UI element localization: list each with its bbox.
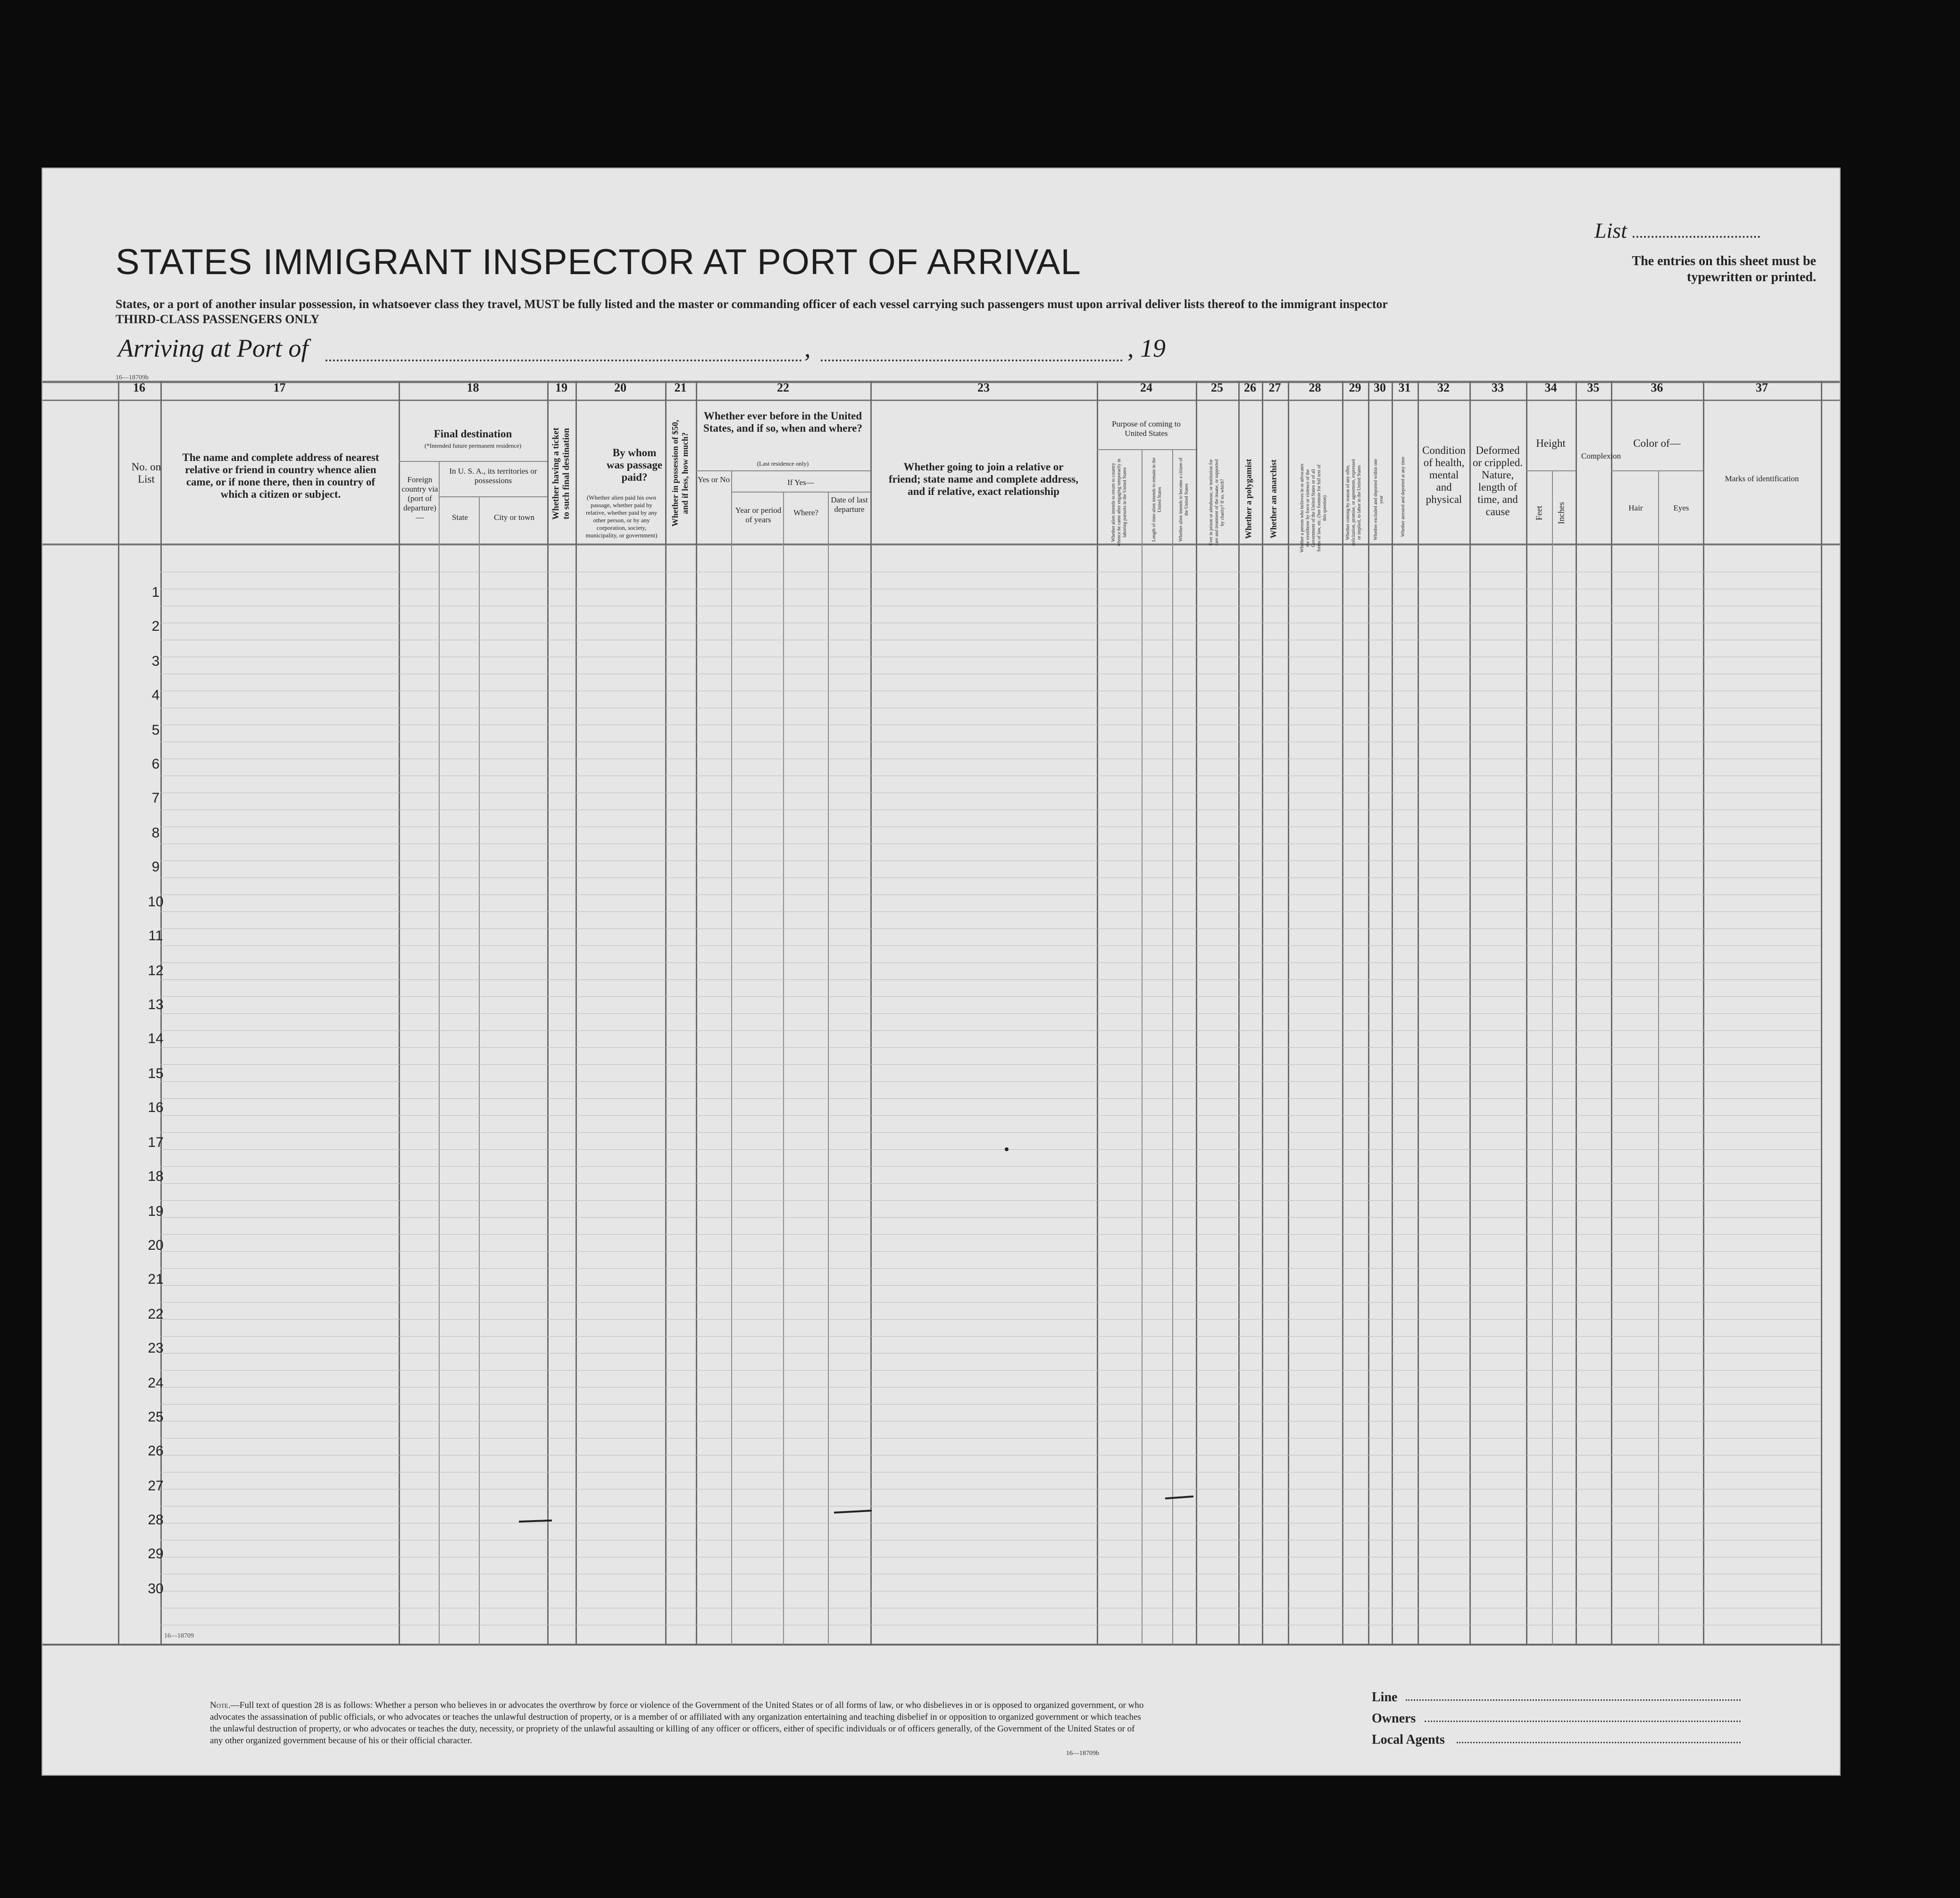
footnote-form-number: 16—18709b — [1066, 1750, 1099, 1757]
header-final-destination: Final destination — [434, 428, 512, 440]
header-condition-health: Condition of health, mental and physical — [1422, 444, 1466, 505]
header-arrested-deported: Whether arrested and deported at any time — [1401, 457, 1406, 537]
col-rule — [1611, 381, 1612, 1645]
row-rule — [160, 1319, 1821, 1320]
row-rule — [160, 1047, 1821, 1048]
port-field[interactable] — [325, 360, 802, 361]
local-agents-label: Local Agents — [1372, 1732, 1445, 1747]
row-number: 17 — [148, 1135, 164, 1150]
form-subtitle — [116, 297, 1554, 327]
col-rule — [1392, 381, 1393, 1645]
header-passage-paid-note: (Whether alien paid his own passage, whether paid by relative, whether paid by any other person, or by any corporation, society, municipality, or government) — [585, 494, 658, 539]
col-num-33: 33 — [1492, 381, 1504, 394]
subheader-rule — [439, 496, 547, 497]
row-rule — [160, 1336, 1821, 1337]
col-rule — [1576, 381, 1577, 1645]
row-number: 18 — [148, 1169, 164, 1184]
col-rule — [547, 381, 549, 1645]
row-rule — [160, 1217, 1821, 1218]
col-num-20: 20 — [614, 381, 626, 394]
form-number-top: 16—18709b — [116, 374, 149, 381]
header-length-of-stay: Length of time alien intends to remain in the United States — [1151, 457, 1162, 542]
header-anarchist: Whether an anarchist — [1268, 459, 1278, 539]
row-rule — [160, 1302, 1821, 1303]
owners-label: Owners — [1372, 1711, 1416, 1726]
subheader-rule — [1611, 470, 1703, 471]
row-number: 1 — [151, 585, 160, 600]
subtitle-text: States, or a port of another insular possession, in whatsoever class they travel, MUST be fully listed and the master or commanding officer of each vessel carrying such passengers must upon arrival deliver lists thereof to the immigrant inspector — [116, 297, 1388, 311]
arriving-label: Arriving at Port of — [118, 334, 309, 362]
row-number: 9 — [151, 859, 160, 875]
col-rule — [1238, 381, 1240, 1645]
col-num-18: 18 — [467, 381, 479, 394]
header-eyes: Eyes — [1673, 503, 1689, 512]
header-final-destination-note: (*Intended future permanent residence) — [424, 442, 522, 449]
row-number: 29 — [148, 1546, 164, 1562]
typewritten-note: The entries on this sheet must be typewritten or printed. — [1632, 254, 1816, 284]
table-bottom-rule — [42, 1644, 1840, 1646]
col-num-24: 24 — [1140, 381, 1152, 394]
row-number: 15 — [148, 1066, 164, 1081]
header-join-relative: Whether going to join a relative or friend; state name and complete address, and if relative, exact relationship — [888, 461, 1079, 497]
col-rule — [1368, 381, 1369, 1645]
subheader-rule — [1526, 470, 1576, 471]
row-number: 4 — [151, 687, 160, 703]
row-rule — [160, 962, 1821, 963]
row-rule — [160, 1132, 1821, 1133]
col-num-25: 25 — [1211, 381, 1223, 394]
date-field[interactable] — [821, 360, 1123, 361]
port-comma: , — [804, 334, 811, 362]
col-rule — [439, 461, 440, 1645]
header-period-of-years: Year or period of years — [735, 506, 782, 524]
header-passage-paid: By whom was passage paid? — [606, 447, 663, 483]
col-num-22: 22 — [777, 381, 789, 394]
header-foreign-country: Foreign country via (port of departure)— — [401, 475, 438, 522]
col-num-21: 21 — [674, 381, 687, 394]
col-num-30: 30 — [1374, 381, 1386, 394]
header-where: Where? — [793, 508, 818, 517]
row-rule — [160, 1404, 1821, 1405]
col-num-31: 31 — [1398, 381, 1411, 394]
row-number: 2 — [151, 619, 160, 634]
col-rule — [870, 381, 872, 1645]
header-height: Height — [1536, 437, 1566, 449]
subheader-rule — [696, 470, 870, 471]
col-rule — [1196, 381, 1197, 1645]
row-number: 23 — [148, 1340, 164, 1356]
footnote-label: Note. — [210, 1700, 231, 1710]
row-rule — [160, 996, 1821, 997]
col-rule — [1342, 381, 1343, 1645]
header-hair: Hair — [1628, 503, 1643, 512]
col-rule — [1262, 381, 1263, 1645]
class-line: THIRD-CLASS PASSENGERS ONLY — [116, 312, 320, 326]
ink-dot — [1005, 1147, 1009, 1151]
header-excluded-deported: Whether excluded and deported within one year — [1373, 459, 1384, 541]
row-rule — [160, 928, 1821, 929]
row-rule — [160, 1064, 1821, 1065]
row-rule — [160, 1234, 1821, 1235]
col-rule — [1288, 381, 1289, 1645]
row-number: 19 — [148, 1204, 164, 1219]
row-rule — [160, 1081, 1821, 1082]
col-rule — [1703, 381, 1704, 1645]
ink-mark — [834, 1510, 872, 1513]
ink-mark — [1165, 1496, 1193, 1499]
question-28-footnote — [210, 1699, 1144, 1747]
row-rule — [160, 1166, 1821, 1167]
col-num-19: 19 — [555, 381, 567, 394]
row-rule — [160, 1251, 1821, 1252]
header-feet: Feet — [1534, 506, 1544, 520]
row-number: 13 — [148, 997, 164, 1012]
row-number: 21 — [148, 1271, 164, 1287]
col-rule — [1418, 381, 1419, 1645]
line-label: Line — [1372, 1690, 1398, 1705]
header-ticket: Whether having a ticket to such final destination — [551, 427, 571, 520]
row-number: 26 — [148, 1443, 164, 1459]
header-yes-or-no: Yes or No — [697, 475, 730, 484]
header-overthrow: Whether a person who believes in or advocates the overthrow by force or violence of the Government of the United States or of all forms of law, etc. (See footnote for full text of this question) — [1300, 463, 1327, 553]
header-complexion: Complexion — [1581, 452, 1621, 460]
header-nearest-relative: The name and complete address of nearest relative or friend in country whence alien came, or if none there, then in country of which a citizen or subject. — [182, 452, 379, 500]
row-number: 24 — [148, 1375, 164, 1391]
list-number-line[interactable] — [1633, 236, 1760, 238]
header-usa-territories: In U. S. A., its territories or possessions — [449, 467, 537, 485]
header-city-or-town: City or town — [494, 513, 534, 522]
col-rule — [1552, 470, 1553, 1645]
header-marks-identification: Marks of identification — [1725, 474, 1799, 483]
header-labor-offer: Whether coming by reason of any offer, solicitation, promise, or agreement, expressed or implied, to labor in the United States — [1345, 459, 1362, 546]
col-rule — [575, 381, 577, 1645]
row-rule — [160, 1183, 1821, 1184]
col-num-27: 27 — [1268, 381, 1281, 394]
row-rule — [160, 1353, 1821, 1354]
header-fifty-dollars: Whether in possession of $50, and if less, how much? — [670, 419, 690, 527]
row-number: 22 — [148, 1306, 164, 1322]
row-rule — [160, 1098, 1821, 1099]
subheader-rule — [399, 461, 547, 462]
manifest-sheet — [42, 167, 1841, 1776]
col-num-36: 36 — [1651, 381, 1663, 394]
row-number: 10 — [148, 894, 164, 910]
col-num-26: 26 — [1244, 381, 1256, 394]
row-rule — [160, 1370, 1821, 1371]
header-last-residence: (Last residence only) — [757, 460, 809, 467]
col-num-23: 23 — [977, 381, 990, 394]
header-prison-almshouse: Ever in prison or almshouse, or institution for care and treatment of the insane, or supported by charity? If so, which? — [1209, 459, 1225, 546]
row-rule — [160, 911, 1821, 912]
col-num-29: 29 — [1349, 381, 1361, 394]
header-if-yes: If Yes— — [787, 478, 814, 487]
col-rule — [1097, 381, 1098, 1645]
row-number: 14 — [148, 1031, 164, 1046]
header-color-of: Color of— — [1633, 437, 1681, 449]
row-number: 28 — [148, 1512, 164, 1528]
header-citizen-intent: Whether alien intends to become a citizen of the United States — [1178, 457, 1189, 542]
header-ever-before-us: Whether ever before in the United States, and if so, when and where? — [703, 410, 862, 434]
row-number: 5 — [151, 722, 160, 738]
header-purpose-of-coming: Purpose of coming to United States — [1112, 419, 1181, 438]
col-rule — [118, 381, 119, 1645]
row-rule — [160, 1030, 1821, 1031]
col-num-17: 17 — [273, 381, 286, 394]
row-number: 3 — [151, 653, 160, 669]
row-rule — [160, 1200, 1821, 1201]
row-number: 16 — [148, 1100, 164, 1115]
row-rule — [160, 1285, 1821, 1286]
row-rule — [160, 1013, 1821, 1014]
col-rule — [1526, 381, 1527, 1645]
row-rule — [160, 1115, 1821, 1116]
footnote-text: —Full text of question 28 is as follows: Whether a person who believes in or advocates the overthrow by force or violence of the Government of the United States or of all forms of law, or who disbelieves in or is opposed to organized government, or who advocates the assassination of public officials, or who advocates or teaches the unlawful destruction of property, or is a member of or affiliated with any organization entertaining and teaching disbelief in or opposition to organized government or which teaches the unlawful destruction of property, or who advocates or teaches the duty, necessity, or propriety of the unlawful assaulting or killing of any officer or officers, either of specific individuals or of officers generally, of the Government of the United States or of any other organized government because of his or their official character. — [210, 1700, 1144, 1746]
local-agents-field[interactable] — [1457, 1742, 1741, 1743]
header-return-intent: Whether alien intends to return to country whence he came after engaging temporarily in laboring pursuits in the United States — [1111, 459, 1127, 546]
col-num-37: 37 — [1756, 381, 1768, 394]
row-number: 7 — [151, 790, 160, 806]
subheader-rule — [1097, 449, 1196, 450]
list-label: List — [1594, 218, 1627, 242]
header-state: State — [452, 513, 468, 522]
col-rule — [479, 496, 480, 1645]
header-bottom-rule — [42, 543, 1840, 545]
row-rule — [160, 979, 1821, 980]
col-rule — [696, 381, 697, 1645]
row-number: 11 — [148, 928, 163, 944]
row-number: 30 — [148, 1581, 164, 1597]
row-number: 8 — [151, 825, 160, 841]
header-polygamist: Whether a polygamist — [1243, 459, 1253, 539]
row-number: 27 — [148, 1478, 164, 1494]
col-rule — [1658, 470, 1659, 1645]
row-rule — [160, 945, 1821, 946]
year-prefix: , 19 — [1127, 334, 1166, 362]
row-number: 6 — [151, 756, 160, 772]
form-title: STATES IMMIGRANT INSPECTOR AT PORT OF ARRIVAL — [116, 242, 1081, 282]
col-rule — [1821, 381, 1822, 1645]
header-no-on-list: No. on List — [131, 461, 161, 485]
row-number: 25 — [148, 1409, 164, 1425]
row-number: 12 — [148, 963, 164, 978]
line-field[interactable] — [1406, 1699, 1741, 1701]
header-deformed: Deformed or crippled. Nature, length of time, and cause — [1472, 444, 1523, 518]
col-rule — [665, 381, 667, 1645]
column-number-rule — [42, 400, 1840, 401]
header-date-last-departure: Date of last departure — [831, 495, 868, 514]
list-number-field[interactable] — [1594, 218, 1793, 243]
header-inches: Inches — [1556, 502, 1566, 524]
col-rule — [1469, 381, 1471, 1645]
col-num-35: 35 — [1587, 381, 1600, 394]
col-rule — [731, 470, 732, 1645]
row-number: 20 — [148, 1237, 164, 1253]
form-number-bottom: 16—18709 — [164, 1632, 194, 1639]
col-num-32: 32 — [1437, 381, 1450, 394]
col-num-28: 28 — [1309, 381, 1321, 394]
row-rule — [160, 1268, 1821, 1269]
row-rule — [160, 1387, 1821, 1388]
col-rule — [399, 381, 400, 1645]
col-num-34: 34 — [1544, 381, 1557, 394]
owners-field[interactable] — [1425, 1721, 1741, 1722]
col-num-16: 16 — [133, 381, 145, 394]
subheader-rule — [731, 492, 870, 493]
row-rule — [160, 1149, 1821, 1150]
